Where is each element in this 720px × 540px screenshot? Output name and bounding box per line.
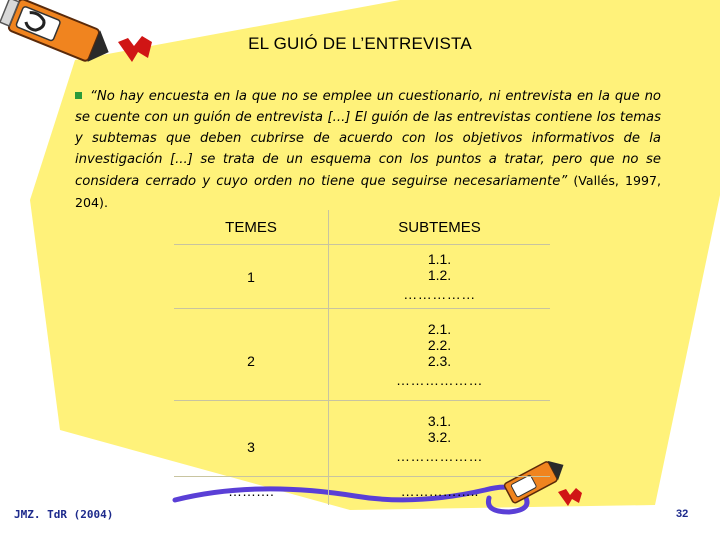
- subtema-ellipsis: ………………: [396, 372, 483, 388]
- subtema: 2.1.: [427, 321, 452, 337]
- subtema: 1.2.: [427, 267, 452, 283]
- table-row: [174, 477, 550, 506]
- table-row: [174, 245, 550, 309]
- tema-cell: 2: [174, 309, 329, 401]
- subtema: 1.1.: [427, 251, 452, 267]
- subtema: 2.2.: [427, 337, 452, 353]
- subtema: 3.2.: [427, 429, 452, 445]
- subtema: 2.3.: [427, 353, 452, 369]
- footer-author: JMZ. TdR (2004): [14, 508, 114, 521]
- tema-cell: 3: [174, 401, 329, 477]
- subtemes-cell: ……………..: [329, 477, 551, 506]
- page-title: EL GUIÓ DE L’ENTREVISTA: [248, 34, 472, 53]
- subtema-ellipsis: ……………: [403, 286, 476, 302]
- table-header-row: [174, 210, 550, 245]
- subtemes-cell: [329, 245, 551, 309]
- subtema-ellipsis: ………………: [396, 448, 483, 464]
- quote-paragraph: [75, 86, 661, 214]
- quote-text: “No hay encuesta en la que no se emplee un cuestionario, ni entrevista en la que no se cuente con un guión de entrevista [...] El guión de las entrevistas contiene los temas y subtemas que deben cubrirse de acuerdo con los objetivos informativos de la investigación [...] se trata de un esquema con los puntos a tratar, pero que no se considera cerrado y cuyo orden no tiene que seguirse necesariamente”: [75, 89, 661, 189]
- tema-cell: ……….: [174, 477, 329, 506]
- table-row: [174, 309, 550, 401]
- bullet-icon: [75, 92, 82, 99]
- subtemes-cell: [329, 309, 551, 401]
- column-header-subtemes: SUBTEMES: [398, 218, 481, 236]
- table-row: [174, 401, 550, 477]
- interview-guide-table: [174, 210, 550, 505]
- page-number: 32: [676, 508, 689, 520]
- subtema: 3.1.: [427, 413, 452, 429]
- subtemes-cell: [329, 401, 551, 477]
- quote-citation: (Vallés, 1997, 204).: [75, 173, 661, 210]
- column-header-temes: TEMES: [174, 210, 329, 245]
- tema-cell: 1: [174, 245, 329, 309]
